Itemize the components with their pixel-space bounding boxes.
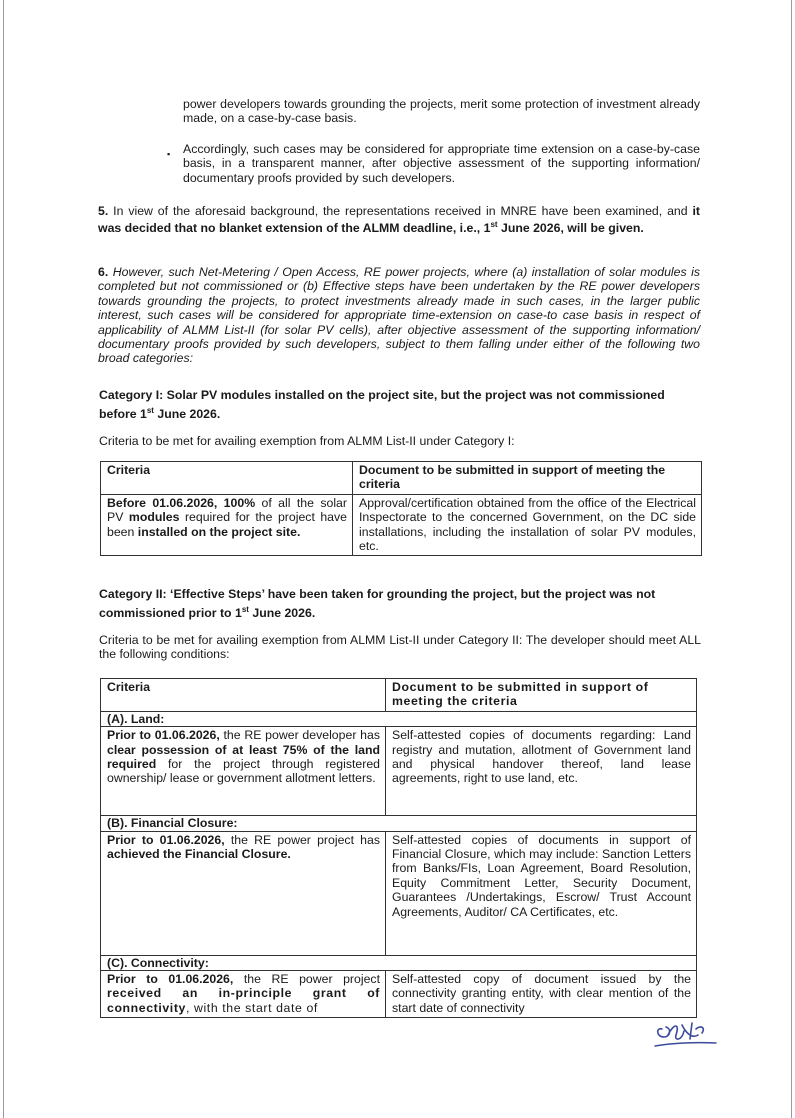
table-row: [101, 971, 697, 1018]
financial-date: Prior to 01.06.2026,: [107, 832, 225, 847]
section-land: (A). Land:: [101, 711, 697, 726]
continued-paragraph-text: power developers towards grounding the projects, merit some protection of investment already made, on a case-by-case basis.: [183, 97, 700, 126]
criteria-text: of all the solar PV: [107, 495, 347, 525]
category-1-heading-text: Category I: Solar PV modules installed on the project site, but the project was not commissioned before 1: [99, 388, 665, 422]
category-1-heading: [99, 388, 705, 422]
land-requirement: clear possession of at least 75% of the land required: [107, 742, 380, 772]
connectivity-date: Prior to 01.06.2026,: [107, 972, 234, 987]
category-2-heading-text: Category II: ‘Effective Steps’ have been taken for grounding the project, but the project was not commissioned prior to 1: [99, 587, 656, 621]
category-2-intro-text: Criteria to be met for availing exemption from ALMM List-II under Category II: The developer should meet ALL the following conditions:: [99, 633, 701, 662]
section-row-land: [101, 711, 697, 726]
financial-document: Self-attested copies of documents in support of Financial Closure, which may include: Sanction Letters from Banks/FIs, Loan Agreement, Board Resolution, Equity Commitment Letter, Security Document, Guarantees /Undertakings, Escrow/ Trust Account Agreements, Auditor/ CA Certificates, etc.: [386, 831, 697, 955]
column-header-document: Document to be submitted in support of meeting the criteria: [353, 462, 702, 495]
criteria-modules: modules: [128, 510, 180, 525]
bullet-marker: ▪: [167, 149, 171, 159]
section-financial-closure: (B). Financial Closure:: [101, 816, 697, 831]
criteria-text-2: required for the project have been: [107, 510, 347, 539]
paragraph-6: [98, 265, 700, 366]
financial-text: the RE power project has: [224, 832, 380, 847]
land-date: Prior to 01.06.2026,: [107, 728, 220, 743]
connectivity-requirement: received an in-principle grant of connectivity: [107, 986, 380, 1015]
table-row: [101, 831, 697, 955]
paragraph-5: [98, 204, 700, 236]
category-2-table: [100, 678, 697, 1018]
column-header-document: Document to be submitted in support of meeting the criteria: [386, 679, 697, 712]
criteria-installed: installed on the project site.: [137, 524, 301, 539]
table-header-row: [101, 679, 697, 712]
bullet-point: [183, 142, 700, 185]
connectivity-criteria: [101, 971, 386, 1018]
bullet-text: Accordingly, such cases may be considered for appropriate time extension on a case-by-case basis, in a transparent manner, after objective assessment of the supporting information/ documentary proofs provided by such developers.: [183, 142, 700, 185]
paragraph-5-decision-end: June 2026, will be given.: [497, 221, 644, 236]
section-row-financial: [101, 816, 697, 831]
page-right-edge: [791, 0, 792, 1118]
section-connectivity: (C). Connectivity:: [101, 955, 697, 970]
category-1-intro-text: Criteria to be met for availing exemption from ALMM List-II under Category I:: [99, 434, 515, 448]
signature: [652, 1015, 718, 1055]
category-1-heading-date: June 2026.: [153, 407, 221, 422]
paragraph-5-sup: st: [490, 220, 498, 230]
paragraph-5-number: 5.: [98, 204, 109, 218]
category-2-heading-date: June 2026.: [248, 606, 316, 621]
table-header-row: [101, 462, 702, 495]
paragraph-6-number: 6.: [98, 265, 109, 279]
table-row: [101, 727, 697, 816]
document-cell: Approval/certification obtained from the office of the Electrical Inspectorate to the concerned Government, on the DC side installations, including the installation of solar PV modules, etc.: [353, 494, 702, 556]
connectivity-text-2: , with the start date of: [185, 1000, 318, 1015]
land-document: Self-attested copies of documents regarding: Land registry and mutation, allotment of Government land and physical handover thereof, land lease agreements, right to use land, etc.: [386, 727, 697, 816]
section-row-connectivity: [101, 955, 697, 970]
land-text-2: for the project through registered ownership/ lease or government allotment letters.: [107, 757, 380, 786]
financial-requirement: achieved the Financial Closure.: [107, 847, 291, 862]
paragraph-5-text: In view of the aforesaid background, the representations received in MNRE have been examined, and: [108, 204, 693, 218]
criteria-cell: [101, 494, 353, 556]
land-text: the RE power developer has: [219, 728, 380, 743]
connectivity-text: the RE power project: [233, 972, 380, 987]
paragraph-5-decision: it was decided that no blanket extension of the ALMM deadline, i.e., 1: [98, 204, 700, 236]
column-header-criteria: Criteria: [101, 462, 353, 495]
category-1-heading-sup: st: [146, 406, 154, 415]
category-2-intro: [99, 633, 701, 662]
financial-criteria: [101, 831, 386, 955]
connectivity-document: Self-attested copy of document issued by the connectivity granting entity, with clear mention of the start date of connectivity: [386, 971, 697, 1018]
criteria-date: Before 01.06.2026, 100%: [107, 495, 256, 510]
category-1-table: [100, 461, 702, 556]
paragraph-6-text: However, such Net-Metering / Open Access, RE power projects, where (a) installation of solar modules is completed but not commissioned or (b) Effective steps have been undertaken by the RE power developers towards grounding the projects, to protect investments already made in such cases, in the larger public interest, such cases will be considered for appropriate time-extension on case-to case basis in respect of applicability of ALMM List-II (for solar PV cells), after objective assessment of the supporting information/ documentary proofs provided by such developers, subject to them falling under either of the following two broad categories:: [98, 265, 700, 366]
page-left-edge: [3, 0, 4, 1118]
column-header-criteria: Criteria: [101, 679, 386, 712]
land-criteria: [101, 727, 386, 816]
continued-paragraph: [183, 97, 700, 126]
table-row: [101, 494, 702, 556]
category-2-heading-sup: st: [241, 605, 249, 614]
category-2-heading: [99, 587, 705, 621]
category-1-intro: [99, 434, 705, 448]
